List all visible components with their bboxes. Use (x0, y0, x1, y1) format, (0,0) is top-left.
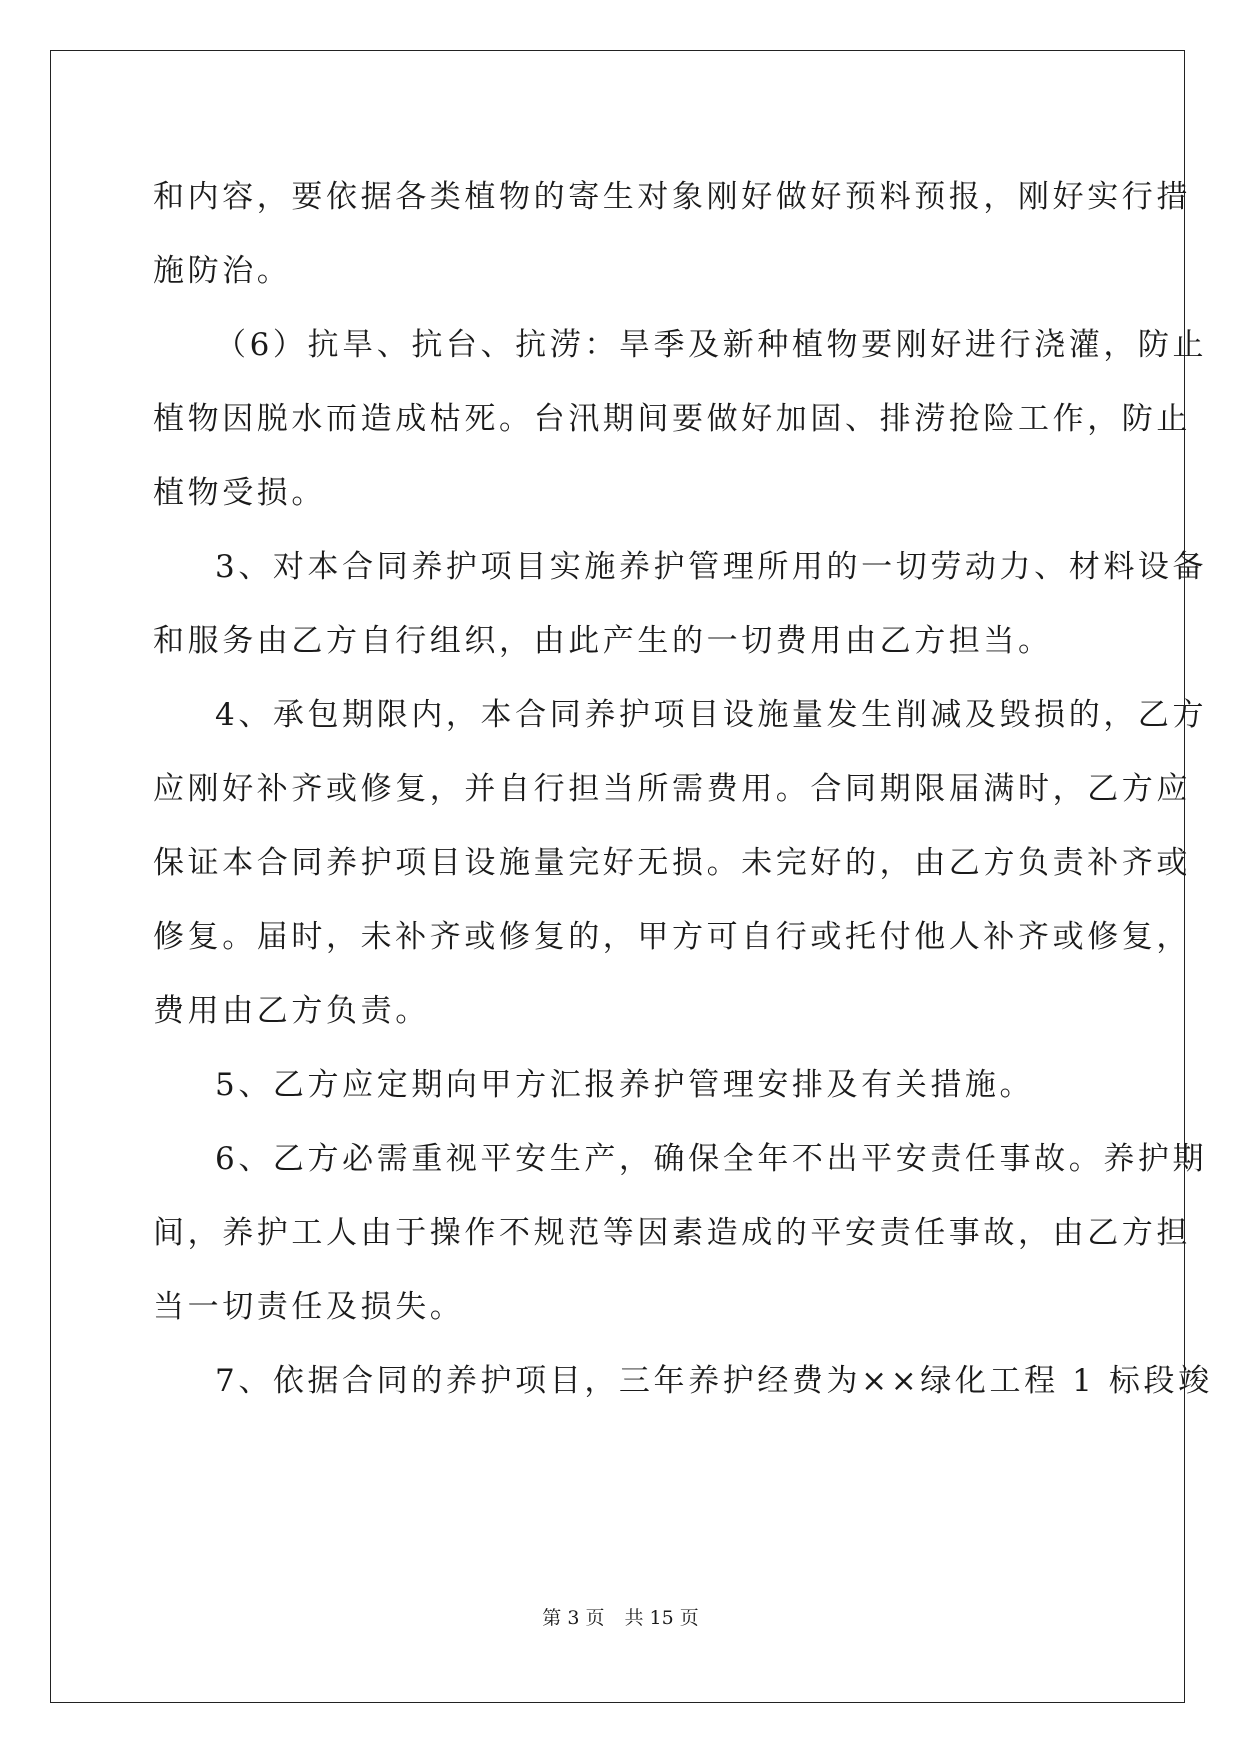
text-line: 植物因脱水而造成枯死。台汛期间要做好加固、排涝抢险工作，防止 (153, 401, 1191, 437)
text-line: 费用由乙方负责。 (153, 993, 430, 1029)
text-line: 植物受损。 (153, 475, 326, 511)
text-line: 应刚好补齐或修复，并自行担当所需费用。合同期限届满时，乙方应 (153, 771, 1191, 807)
text-line: 保证本合同养护项目设施量完好无损。未完好的，由乙方负责补齐或 (153, 845, 1191, 881)
page-total: 共 15 页 (624, 1607, 699, 1629)
text-line: 5、乙方应定期向甲方汇报养护管理安排及有关措施。 (215, 1067, 1035, 1103)
text-line: 3、对本合同养护项目实施养护管理所用的一切劳动力、材料设备 (215, 549, 1208, 585)
page-footer (0, 1606, 1241, 1630)
text-line: 施防治。 (153, 253, 292, 289)
text-line: 4、承包期限内，本合同养护项目设施量发生削减及毁损的，乙方 (215, 697, 1208, 733)
text-line: 和服务由乙方自行组织，由此产生的一切费用由乙方担当。 (153, 623, 1053, 659)
text-line: 修复。届时，未补齐或修复的，甲方可自行或托付他人补齐或修复， (153, 919, 1191, 955)
text-line: 7、依据合同的养护项目，三年养护经费为××绿化工程 1 标段竣 (215, 1363, 1213, 1399)
page-number: 第 3 页 (542, 1607, 605, 1629)
document-body (153, 160, 1213, 1418)
text-line: 当一切责任及损失。 (153, 1289, 465, 1325)
text-line: 和内容，要依据各类植物的寄生对象刚好做好预料预报，刚好实行措 (153, 179, 1191, 215)
text-line: 间，养护工人由于操作不规范等因素造成的平安责任事故，由乙方担 (153, 1215, 1191, 1251)
text-line: 6、乙方必需重视平安生产，确保全年不出平安责任事故。养护期 (215, 1141, 1208, 1177)
text-line: （6）抗旱、抗台、抗涝：旱季及新种植物要刚好进行浇灌，防止 (215, 327, 1208, 363)
